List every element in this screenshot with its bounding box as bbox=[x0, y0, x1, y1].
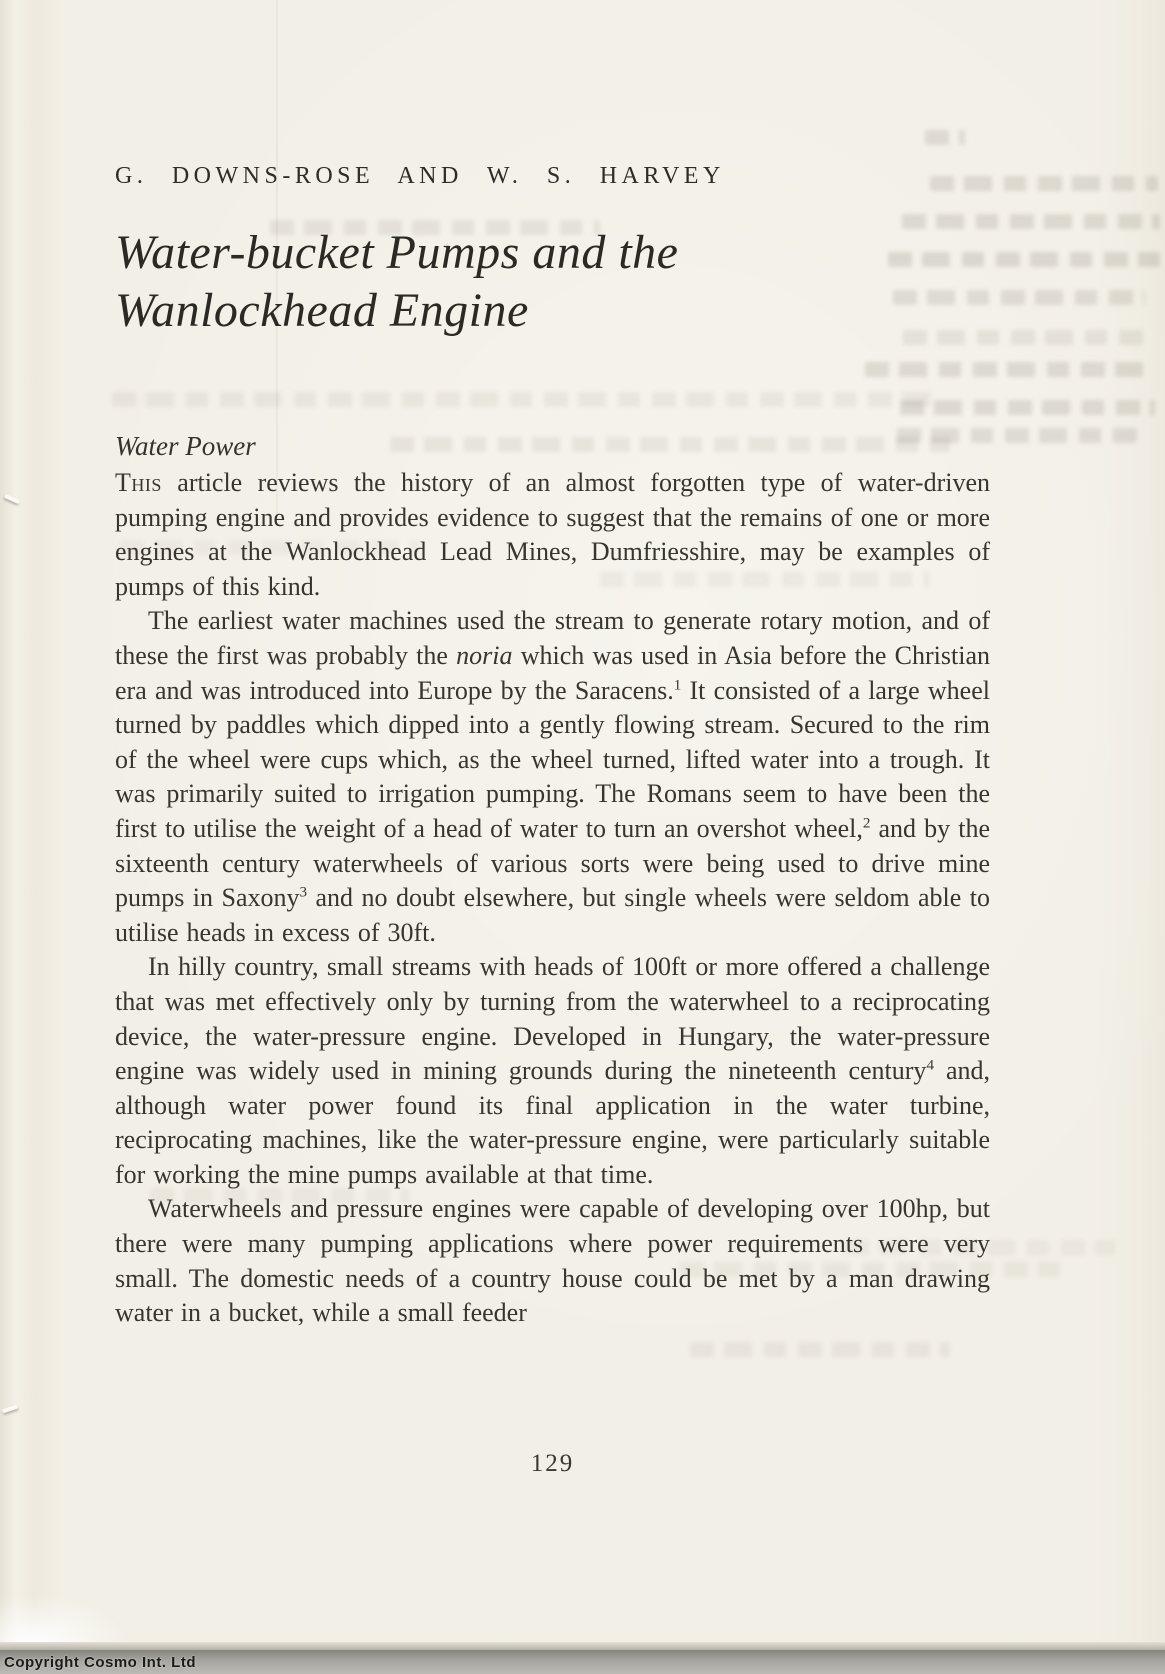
text-segment: This bbox=[115, 468, 162, 497]
footnote-marker: 1 bbox=[673, 676, 682, 693]
text-segment: and no doubt elsewhere, but single wheels were seldom able to utilise heads in excess of 30ft. bbox=[115, 883, 990, 947]
body-paragraph bbox=[115, 1192, 990, 1330]
body-paragraph bbox=[115, 466, 990, 604]
text-segment: which was used in Asia before the Christian era and was introduced into Europe by the Saracens. bbox=[115, 640, 990, 705]
footnote-marker: 3 bbox=[299, 884, 308, 901]
bleedthrough-line bbox=[925, 130, 965, 145]
paper-bottom-edge bbox=[0, 1642, 1165, 1650]
section-heading: Water Power bbox=[115, 431, 256, 461]
body-paragraph bbox=[115, 604, 990, 950]
text-segment: noria bbox=[456, 640, 513, 670]
text-segment: and, although water power found its final application in the water turbine, reciprocating machines, like the water-pressure engine, were particularly suitable for working the mine pumps available at that time. bbox=[115, 1056, 990, 1189]
text-segment: Waterwheels and pressure engines were capable of developing over 100hp, but there were many pumping applications where power requirements were very small. The domestic needs of a country house could be met by a man drawing water in a bucket, while a small feeder bbox=[115, 1194, 990, 1328]
text-segment: and by the sixteenth century waterwheels of various sorts were being used to drive mine pumps in Saxony bbox=[115, 813, 990, 913]
author-line: G. DOWNS-ROSE AND W. S. HARVEY bbox=[115, 163, 725, 189]
text-segment: In hilly country, small streams with heads of 100ft or more offered a challenge that was met effectively only by turning from the waterwheel to a reciprocating device, the water-pressure engine. Developed in Hungary, the water-pressure engine was widely used in mining grounds during the nineteenth century bbox=[115, 952, 990, 1086]
page-number: 129 bbox=[530, 1450, 575, 1477]
article-body bbox=[115, 466, 990, 1331]
bleedthrough-line bbox=[690, 1342, 950, 1357]
footnote-marker: 2 bbox=[862, 815, 871, 832]
body-paragraph bbox=[115, 950, 990, 1192]
bleedthrough-line bbox=[865, 362, 1155, 377]
text-segment: It consisted of a large wheel turned by paddles which dipped into a gently flowing stream. Secured to the rim of the wheel were cups which, as the wheel turned, lifted water into a trough. It was primarily suited to irrigation pumping. The Romans seem to have been the first to utilise the weight of a head of water to turn an overshot wheel, bbox=[115, 675, 990, 843]
footnote-marker: 4 bbox=[926, 1057, 934, 1074]
article-title bbox=[115, 224, 990, 340]
binding-stitch bbox=[4, 494, 20, 504]
title-line-1: Water-bucket Pumps and the bbox=[115, 226, 679, 279]
copyright-watermark: Copyright Cosmo Int. Ltd bbox=[4, 1654, 196, 1671]
bleedthrough-line bbox=[900, 400, 1155, 415]
bleedthrough-line bbox=[112, 392, 942, 407]
title-line-2: Wanlockhead Engine bbox=[115, 284, 529, 337]
text-segment: The earliest water machines used the stream to generate rotary motion, and of these the first was probably the bbox=[115, 606, 990, 670]
binding-stitch bbox=[2, 1405, 18, 1414]
text-segment: article reviews the history of an almost forgotten type of water-driven pumping engine and provides evidence to suggest that the remains of one or more engines at the Wanlockhead Lead Mines, Dumfriesshire, may be examples of pumps of this kind. bbox=[115, 468, 990, 601]
